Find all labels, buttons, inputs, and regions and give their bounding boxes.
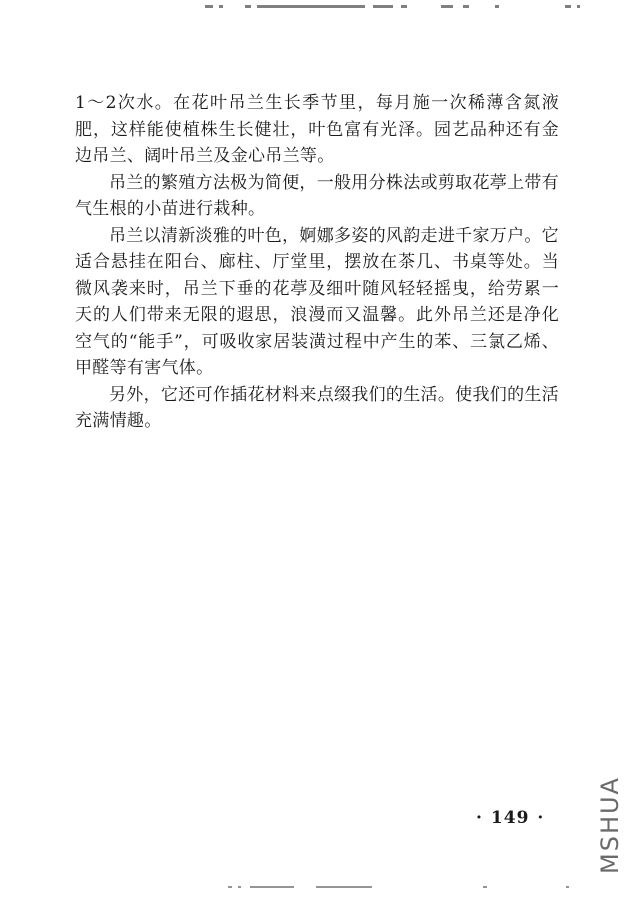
scan-artifact-bottom (228, 885, 588, 891)
scan-artifact-top (205, 4, 585, 10)
page-number-dot-left: · (476, 808, 483, 828)
watermark: MSHUA (596, 776, 624, 874)
document-body (75, 90, 559, 435)
paragraph-decoration: 吊兰以清新淡雅的叶色，婀娜多姿的风韵走进千家万户。它适合悬挂在阳台、廊柱、厅堂里，摆放在茶几、书桌等处。当微风袭来时，吊兰下垂的花葶及细叶随风轻轻摇曳，给劳累一天的人们带来无限的遐思，浪漫而又温馨。此外吊兰还是净化空气的“能手”，可吸收家居装潢过程中产生的苯、三氯乙烯、甲醛等有害气体。 (75, 225, 559, 378)
page-number (468, 808, 552, 828)
paragraph-continued: 1～2次水。在花叶吊兰生长季节里，每月施一次稀薄含氮液肥，这样能使植株生长健壮，叶色富有光泽。园艺品种还有金边吊兰、阔叶吊兰及金心吊兰等。 (75, 93, 559, 166)
paragraph-propagation: 吊兰的繁殖方法极为简便，一般用分株法或剪取花葶上带有气生根的小苗进行栽种。 (75, 172, 559, 219)
page-number-value: 149 (490, 808, 530, 828)
page-number-dot-right: · (537, 808, 545, 828)
paragraph-flower-arrangement: 另外，它还可作插花材料来点缀我们的生活。使我们的生活充满情趣。 (75, 384, 559, 431)
